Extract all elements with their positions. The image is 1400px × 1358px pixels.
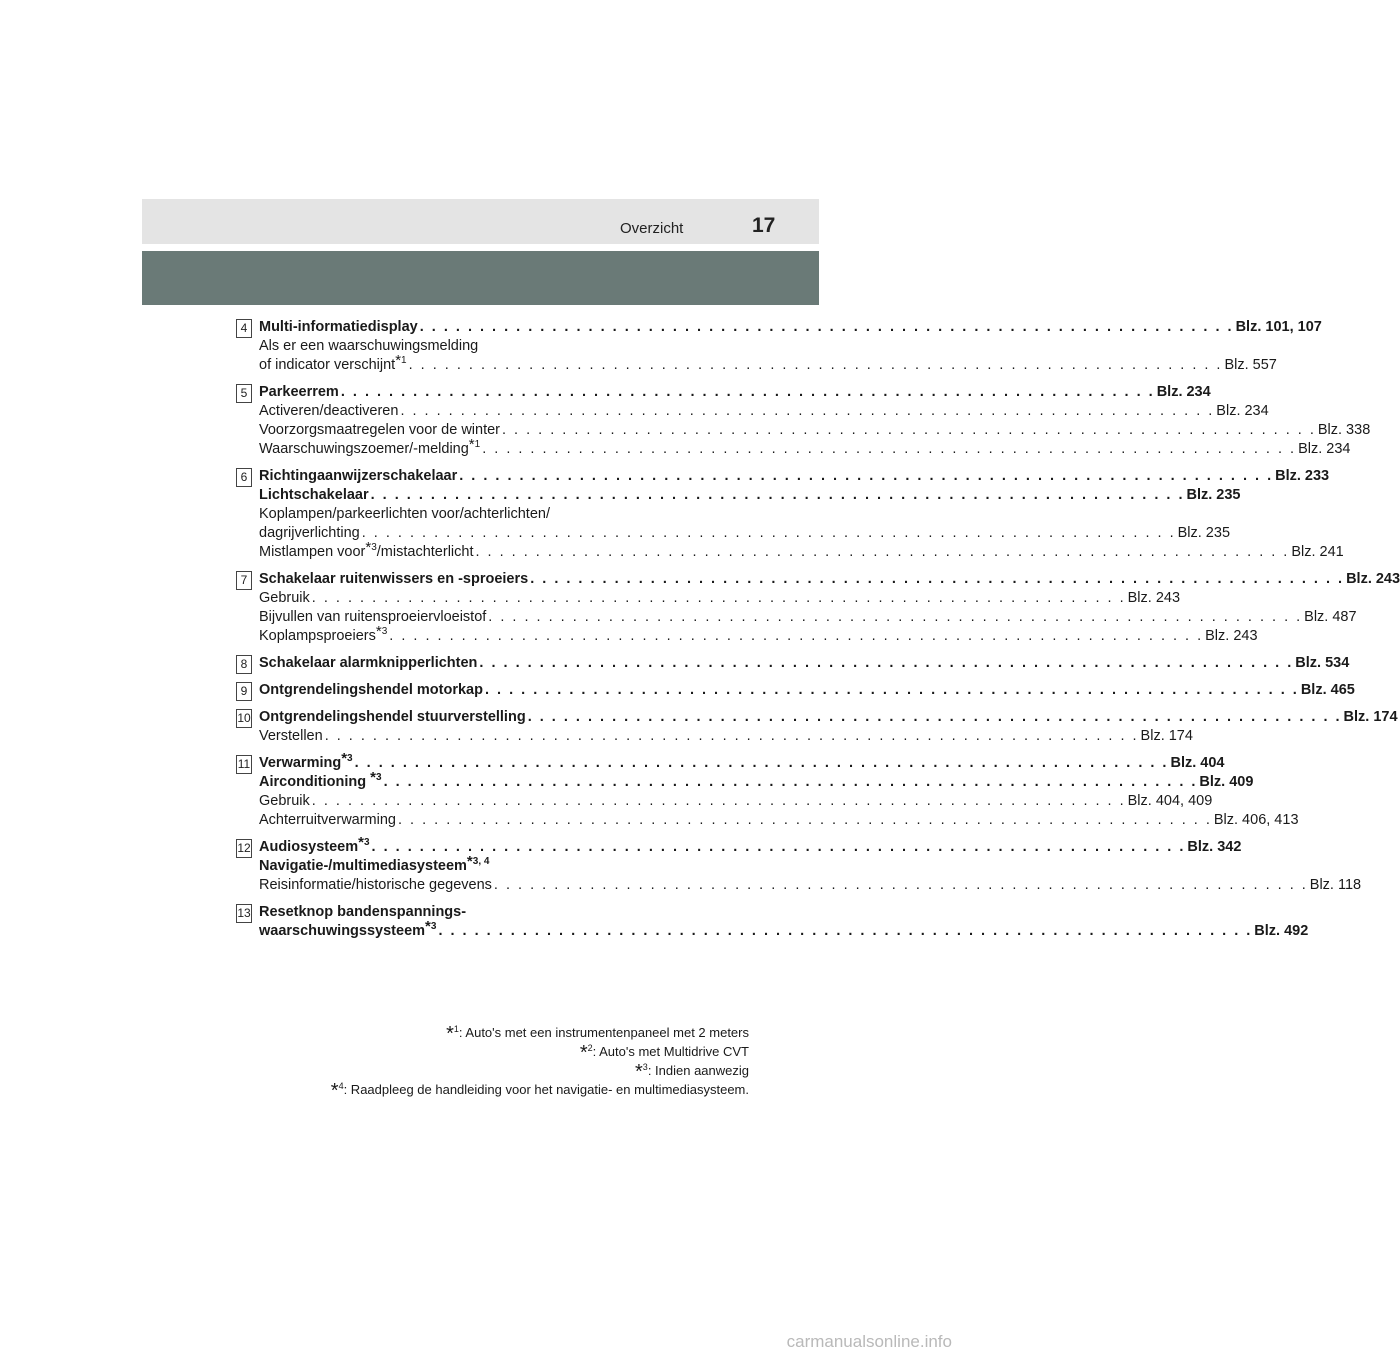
entry-text: Audiosysteem (259, 839, 359, 855)
dot-leader: . . . . . . . . . . . . . . . . . . . . . . . . . . . . . . . . . . . . . . . . . . . . . . . . . . . . . . . . . . . . . . . . . . . . (527, 709, 1342, 725)
dot-leader: . . . . . . . . . . . . . . . . . . . . . . . . . . . . . . . . . . . . . . . . . . . . . . . . . . . . . . . . . . . . . . . . . . . . (354, 755, 1169, 771)
entry-text: Airconditioning (259, 774, 371, 790)
entry-text: Bijvullen van ruitensproeiervloeistof (259, 609, 487, 625)
dot-leader: . . . . . . . . . . . . . . . . . . . . . . . . . . . . . . . . . . . . . . . . . . . . . . . . . . . . . . . . . . . . . . . . . . . . (408, 357, 1223, 373)
page-reference[interactable]: Blz. 534 (1295, 655, 1350, 671)
page-reference[interactable]: Blz. 243 (1127, 590, 1181, 606)
index-entry[interactable] (259, 708, 1398, 727)
index-section (236, 708, 1398, 746)
entry-label (259, 486, 369, 505)
index-entry[interactable] (259, 918, 1309, 941)
page-reference[interactable]: Blz. 342 (1187, 839, 1242, 855)
entry-label (259, 467, 457, 486)
entry-text: Resetknop bandenspannings- (259, 904, 467, 920)
dot-leader: . . . . . . . . . . . . . . . . . . . . . . . . . . . . . . . . . . . . . . . . . . . . . . . . . . . . . . . . . . . . . . . . . . . . (419, 319, 1234, 335)
entry-label (259, 608, 486, 627)
dot-leader: . . . . . . . . . . . . . . . . . . . . . . . . . . . . . . . . . . . . . . . . . . . . . . . . . . . . . . . . . . . . . . . . . . . . (311, 590, 1126, 606)
footnote-ref: *3 (425, 918, 437, 935)
entry-label (259, 337, 478, 356)
index-section (236, 750, 1299, 830)
section-number-badge: 11 (236, 755, 252, 774)
index-entry[interactable] (259, 727, 1193, 746)
page-reference[interactable]: Blz. 492 (1254, 923, 1309, 939)
index-entry[interactable] (259, 623, 1258, 646)
page-number: 17 (752, 214, 776, 237)
dot-leader: . . . . . . . . . . . . . . . . . . . . . . . . . . . . . . . . . . . . . . . . . . . . . . . . . . . . . . . . . . . . . . . . . . . . (488, 609, 1303, 625)
page-reference[interactable]: Blz. 101, 107 (1235, 319, 1322, 335)
entry-text: dagrijverlichting (259, 525, 360, 541)
index-section (236, 903, 1309, 941)
footnote-ref: *3, 4 (466, 853, 490, 870)
page-reference[interactable]: Blz. 557 (1224, 357, 1277, 373)
entry-text: Richtingaanwijzerschakelaar (259, 468, 458, 484)
entry-label (259, 570, 528, 589)
index-entry[interactable] (259, 352, 1277, 375)
entry-text: Multi-informatiedisplay (259, 319, 418, 335)
entry-label (259, 750, 353, 773)
section-number-badge: 9 (236, 682, 252, 701)
entry-label (259, 727, 323, 746)
footnote-ref: *3 (375, 623, 388, 640)
dot-leader: . . . . . . . . . . . . . . . . . . . . . . . . . . . . . . . . . . . . . . . . . . . . . . . . . . . . . . . . . . . . . . . . . . . . (479, 655, 1294, 671)
index-entry[interactable] (259, 524, 1231, 543)
page-reference[interactable]: Blz. 174 (1343, 709, 1398, 725)
page-reference[interactable]: Blz. 404 (1170, 755, 1225, 771)
entry-label (259, 811, 396, 830)
index-entry[interactable] (259, 750, 1225, 773)
page-reference[interactable]: Blz. 234 (1298, 441, 1351, 457)
dot-leader: . . . . . . . . . . . . . . . . . . . . . . . . . . . . . . . . . . . . . . . . . . . . . . . . . . . . . . . . . . . . . . . . . . . . (484, 682, 1299, 698)
footnote-ref: *1 (395, 352, 407, 369)
dot-leader: . . . . . . . . . . . . . . . . . . . . . . . . . . . . . . . . . . . . . . . . . . . . . . . . . . . . . . . . . . . . . . . . . . . . (459, 468, 1274, 484)
section-banner (142, 251, 819, 305)
footnote-ref: *1 (468, 436, 481, 453)
entry-text: Achterruitverwarming (259, 812, 396, 828)
entry-text: Lichtschakelaar (259, 487, 369, 503)
index-entry (259, 337, 724, 356)
index-entry[interactable] (259, 421, 1371, 440)
entry-text: Ontgrendelingshendel motorkap (259, 682, 483, 698)
entry-label (259, 654, 477, 673)
index-entry[interactable] (259, 876, 1362, 895)
entry-label (259, 769, 382, 792)
page-reference[interactable]: Blz. 241 (1291, 544, 1344, 560)
index-entry[interactable] (259, 769, 1254, 792)
section-number-badge: 12 (236, 839, 252, 858)
entry-text: Reisinformatie/historische gegevens (259, 877, 492, 893)
entry-text: Waarschuwingszoemer/-melding (259, 441, 469, 457)
entry-text: of indicator verschijnt (259, 357, 396, 373)
dot-leader: . . . . . . . . . . . . . . . . . . . . . . . . . . . . . . . . . . . . . . . . . . . . . . . . . . . . . . . . . . . . . . . . . . . . (361, 525, 1176, 541)
entry-text: Schakelaar ruitenwissers en -sproeiers (259, 571, 529, 587)
section-number-badge: 4 (236, 319, 252, 338)
entry-label (259, 421, 500, 440)
section-number-badge: 10 (236, 709, 252, 728)
footnotes (331, 1024, 749, 1100)
page-reference[interactable]: Blz. 406, 413 (1213, 812, 1299, 828)
index-section (236, 654, 1350, 673)
dot-leader: . . . . . . . . . . . . . . . . . . . . . . . . . . . . . . . . . . . . . . . . . . . . . . . . . . . . . . . . . . . . . . . . . . . . (398, 812, 1212, 828)
dot-leader: . . . . . . . . . . . . . . . . . . . . . . . . . . . . . . . . . . . . . . . . . . . . . . . . . . . . . . . . . . . . . . . . . . . . (371, 839, 1186, 855)
index-section (236, 681, 1355, 700)
footnote-ref: *3 (358, 834, 370, 851)
footnote: *$^2$: Auto's met Multidrive CVT (579, 1042, 749, 1064)
entry-text: Gebruik (259, 793, 310, 809)
index-section (236, 318, 1322, 375)
index-section (236, 570, 1400, 646)
dot-leader: . . . . . . . . . . . . . . . . . . . . . . . . . . . . . . . . . . . . . . . . . . . . . . . . . . . . . . . . . . . . . . . . . . . . (340, 384, 1155, 400)
footnote-ref: *3 (341, 750, 353, 767)
entry-text: Navigatie-/multimediasysteem (259, 858, 467, 874)
entry-label (259, 505, 550, 524)
entry-label (259, 352, 407, 375)
index-entry[interactable] (259, 834, 1242, 857)
page-reference[interactable]: Blz. 174 (1140, 728, 1193, 744)
index-entry (259, 853, 724, 876)
index-entry[interactable] (259, 589, 1181, 608)
entry-label (259, 524, 360, 543)
entry-text: Gebruik (259, 590, 310, 606)
footnote-ref: *3 (365, 539, 377, 556)
page-reference[interactable]: Blz. 234 (1156, 384, 1211, 400)
dot-leader: . . . . . . . . . . . . . . . . . . . . . . . . . . . . . . . . . . . . . . . . . . . . . . . . . . . . . . . . . . . . . . . . . . . . (389, 628, 1204, 644)
dot-leader: . . . . . . . . . . . . . . . . . . . . . . . . . . . . . . . . . . . . . . . . . . . . . . . . . . . . . . . . . . . . . . . . . . . . (475, 544, 1290, 560)
entry-text: Koplampsproeiers (259, 628, 376, 644)
page-reference[interactable]: Blz. 243 (1205, 628, 1258, 644)
entry-label (259, 623, 388, 646)
dot-leader: . . . . . . . . . . . . . . . . . . . . . . . . . . . . . . . . . . . . . . . . . . . . . . . . . . . . . . . . . . . . . . . . . . . . (530, 571, 1345, 587)
page-reference[interactable]: Blz. 409 (1199, 774, 1254, 790)
footnote: *$^4$: Raadpleeg de handleiding voor het navigatie- en multimediasysteem. (330, 1080, 749, 1102)
page-reference[interactable]: Blz. 243 (1346, 571, 1400, 587)
dot-leader: . . . . . . . . . . . . . . . . . . . . . . . . . . . . . . . . . . . . . . . . . . . . . . . . . . . . . . . . . . . . . . . . . . . . (400, 403, 1215, 419)
dot-leader: . . . . . . . . . . . . . . . . . . . . . . . . . . . . . . . . . . . . . . . . . . . . . . . . . . . . . . . . . . . . . . . . . . . . (438, 923, 1253, 939)
entry-label (259, 708, 526, 727)
index-entry[interactable] (259, 436, 1351, 459)
entry-label (259, 539, 474, 562)
page-reference[interactable]: Blz. 404, 409 (1127, 793, 1213, 809)
index-entry[interactable] (259, 681, 1355, 700)
watermark: carmanualsonline.info (786, 1332, 952, 1351)
index-entry[interactable] (259, 539, 1344, 562)
entry-label (259, 589, 310, 608)
entry-label (259, 436, 481, 459)
entry-label (259, 853, 490, 876)
entry-label (259, 402, 398, 421)
page-reference[interactable]: Blz. 233 (1275, 468, 1330, 484)
index-entry[interactable] (259, 318, 1322, 337)
section-number-badge: 5 (236, 384, 252, 403)
index-entry[interactable] (259, 486, 1241, 505)
entry-label (259, 876, 492, 895)
entry-text: Als er een waarschuwingsmelding (259, 338, 479, 354)
section-number-badge: 8 (236, 655, 252, 674)
section-number-badge: 13 (236, 904, 252, 923)
dot-leader: . . . . . . . . . . . . . . . . . . . . . . . . . . . . . . . . . . . . . . . . . . . . . . . . . . . . . . . . . . . . . . . . . . . . (311, 793, 1126, 809)
section-number-badge: 7 (236, 571, 252, 590)
entry-label (259, 681, 483, 700)
entry-text: Activeren/deactiveren (259, 403, 399, 419)
entry-text: Parkeerrem (259, 384, 339, 400)
entry-label (259, 834, 370, 857)
entry-text: Verstellen (259, 728, 323, 744)
footnote: *$^1$: Auto's met een instrumentenpaneel met 2 meters (446, 1023, 749, 1045)
section-title: Overzicht (620, 220, 684, 237)
index-entry (259, 505, 724, 524)
dot-leader: . . . . . . . . . . . . . . . . . . . . . . . . . . . . . . . . . . . . . . . . . . . . . . . . . . . . . . . . . . . . . . . . . . . . (370, 487, 1185, 503)
entry-text: Mistlampen voor (259, 544, 366, 560)
entry-text: Voorzorgsmaatregelen voor de winter (259, 422, 500, 438)
footnote: *$^3$: Indien aanwezig (635, 1061, 749, 1083)
entry-label (259, 918, 437, 941)
section-number-badge: 6 (236, 468, 252, 487)
index-entry[interactable] (259, 792, 1213, 811)
header-band (142, 199, 819, 244)
index-entry[interactable] (259, 608, 1357, 627)
index-entry (259, 903, 724, 922)
entry-text: Schakelaar alarmknipperlichten (259, 655, 478, 671)
entry-label (259, 383, 339, 402)
dot-leader: . . . . . . . . . . . . . . . . . . . . . . . . . . . . . . . . . . . . . . . . . . . . . . . . . . . . . . . . . . . . . . . . . . . . (493, 877, 1308, 893)
index-section (236, 383, 1371, 459)
page-reference[interactable]: Blz. 487 (1304, 609, 1357, 625)
index-entry[interactable] (259, 811, 1299, 830)
entry-text: waarschuwingssysteem (259, 923, 426, 939)
entry-label (259, 903, 466, 922)
dot-leader: . . . . . . . . . . . . . . . . . . . . . . . . . . . . . . . . . . . . . . . . . . . . . . . . . . . . . . . . . . . . . . . . . . . . (482, 441, 1297, 457)
entry-label (259, 792, 310, 811)
page-reference[interactable]: Blz. 235 (1177, 525, 1231, 541)
entry-label (259, 318, 418, 337)
entry-text: Ontgrendelingshendel stuurverstelling (259, 709, 526, 725)
page-reference[interactable]: Blz. 338 (1317, 422, 1371, 438)
page-reference[interactable]: Blz. 118 (1309, 877, 1362, 893)
dot-leader: . . . . . . . . . . . . . . . . . . . . . . . . . . . . . . . . . . . . . . . . . . . . . . . . . . . . . . . . . . . . . . . . . . . . (502, 422, 1316, 438)
index-list (236, 318, 1400, 949)
index-entry[interactable] (259, 402, 1269, 421)
index-entry[interactable] (259, 383, 1211, 402)
page-reference[interactable]: Blz. 234 (1216, 403, 1269, 419)
entry-text: Koplampen/parkeerlichten voor/achterlichten/ (259, 506, 550, 522)
entry-text-suffix: /mistachterlicht (376, 544, 474, 560)
index-section (236, 834, 1362, 895)
index-entry[interactable] (259, 467, 1330, 486)
entry-text: Verwarming (259, 755, 342, 771)
index-entry[interactable] (259, 570, 1400, 589)
footnote-ref: *3 (370, 769, 382, 786)
index-entry[interactable] (259, 654, 1350, 673)
index-section (236, 467, 1344, 562)
dot-leader: . . . . . . . . . . . . . . . . . . . . . . . . . . . . . . . . . . . . . . . . . . . . . . . . . . . . . . . . . . . . . . . . . . . . (324, 728, 1139, 744)
page-reference[interactable]: Blz. 465 (1300, 682, 1355, 698)
dot-leader: . . . . . . . . . . . . . . . . . . . . . . . . . . . . . . . . . . . . . . . . . . . . . . . . . . . . . . . . . . . . . . . . . . . . (383, 774, 1198, 790)
page-reference[interactable]: Blz. 235 (1186, 487, 1241, 503)
